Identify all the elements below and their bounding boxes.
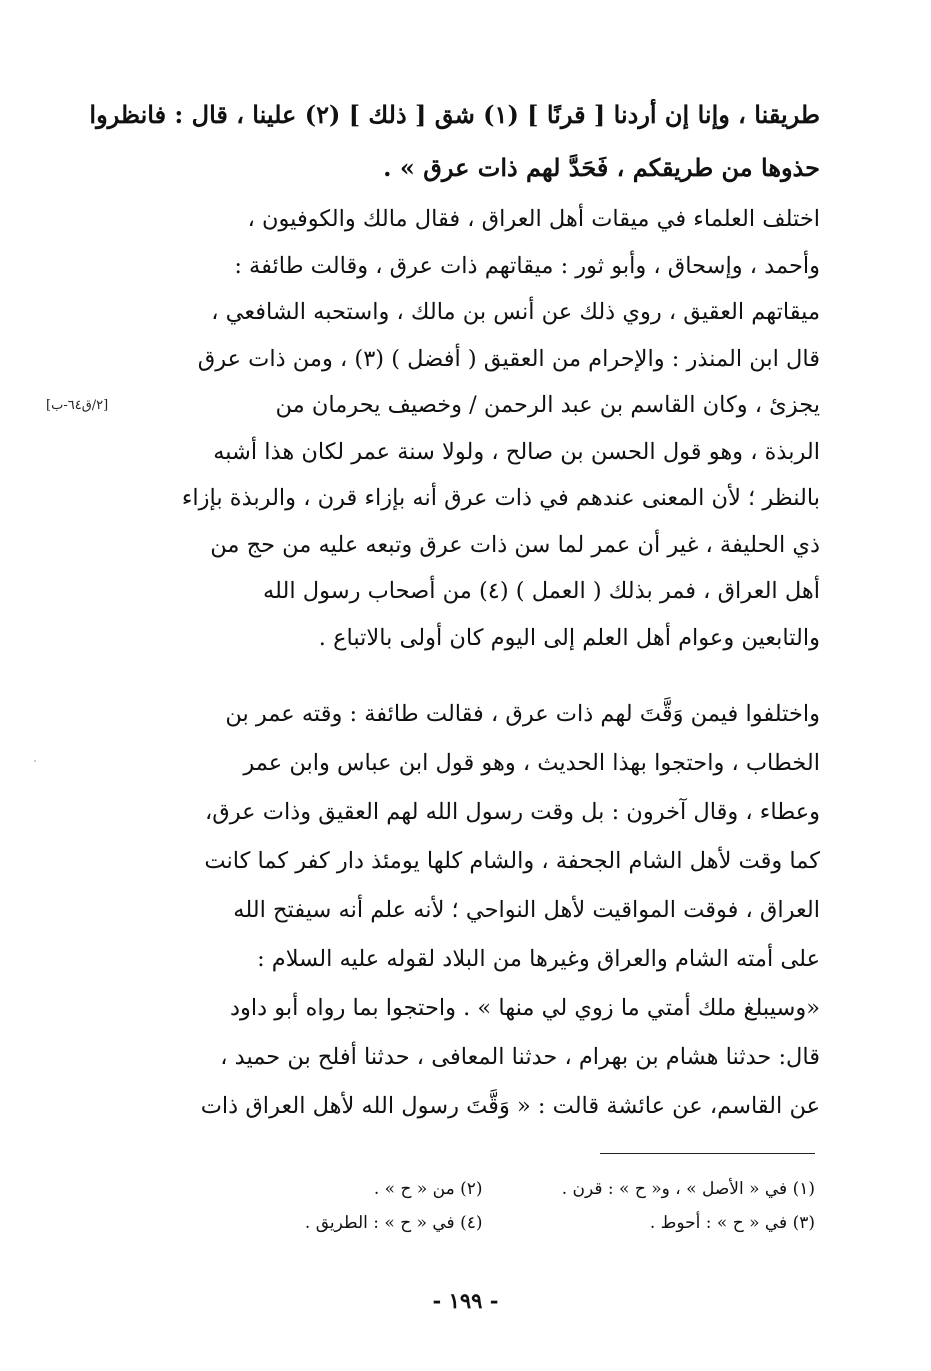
page-number: - ١٩٩ - xyxy=(432,1288,499,1313)
text-line: على أمته الشام والعراق وغيرها من البلاد لقوله عليه السلام : xyxy=(257,946,820,972)
footnote-row xyxy=(150,1206,815,1240)
footnote-separator xyxy=(600,1153,815,1154)
footnote-3: (٣) في « ح » : أحوط . xyxy=(649,1213,815,1233)
paragraph-who-appointed xyxy=(130,690,820,1131)
text-line: ميقاتهم العقيق ، روي ذلك عن أنس بن مالك ، واستحبه الشافعي ، xyxy=(211,299,820,325)
text-line: الخطاب ، واحتجوا بهذا الحديث ، وهو قول ابن عباس وابن عمر xyxy=(243,750,820,776)
text-line: يجزئ ، وكان القاسم بن عبد الرحمن / وخصيف يحرمان من xyxy=(275,392,820,418)
text-line: واختلفوا فيمن وَقَّتَ لهم ذات عرق ، فقالت طائفة : وقته عمر بن xyxy=(225,701,820,727)
footnote-2: (٢) من « ح » . xyxy=(373,1179,483,1199)
text-line: اختلف العلماء في ميقات أهل العراق ، فقال مالك والكوفيون ، xyxy=(247,206,820,232)
text-line: عن القاسم، عن عائشة قالت : « وَقَّتَ رسول الله لأهل العراق ذات xyxy=(200,1093,820,1119)
text-line: والتابعين وعوام أهل العلم إلى اليوم كان أولى بالاتباع . xyxy=(318,624,820,651)
text-line: ذي الحليفة ، غير أن عمر لما سن ذات عرق وتبعه عليه من حج من xyxy=(210,531,820,558)
footnotes xyxy=(150,1172,815,1240)
text-line: أهل العراق ، فمر بذلك ( العمل ) (٤) من أصحاب رسول الله xyxy=(262,578,820,604)
hadith-line: طريقنا ، وإنا إن أردنا [ قرنًا ] (١) شق [ ذلك ] (٢) علينا ، قال : فانظروا xyxy=(89,100,820,129)
text-line: وأحمد ، وإسحاق ، وأبو ثور : ميقاتهم ذات عرق ، وقالت طائفة : xyxy=(234,252,820,279)
scan-speck xyxy=(34,760,36,762)
text-line: كما وقت لأهل الشام الجحفة ، والشام كلها يومئذ دار كفر كما كانت xyxy=(204,848,820,874)
text-line: الربذة ، وهو قول الحسن بن صالح ، ولولا سنة عمر لكان هذا أشبه xyxy=(213,438,820,465)
text-line: قال: حدثنا هشام بن بهرام ، حدثنا المعافى ، حدثنا أفلح بن حميد ، xyxy=(220,1044,820,1070)
hadith-text xyxy=(89,88,820,194)
footnote-4: (٤) في « ح » : الطريق . xyxy=(304,1213,483,1233)
footnote-1: (١) في « الأصل » ، و« ح » : قرن . xyxy=(561,1179,815,1199)
text-line: وعطاء ، وقال آخرون : بل وقت رسول الله لهم العقيق وذات عرق، xyxy=(205,799,820,825)
text-line: بالنظر ؛ لأن المعنى عندهم في ذات عرق أنه بإزاء قرن ، والربذة بإزاء xyxy=(181,485,820,511)
paragraph-miqat-iraq xyxy=(130,196,820,661)
text-line: قال ابن المنذر : والإحرام من العقيق ( أفضل ) (٣) ، ومن ذات عرق xyxy=(197,345,820,372)
text-line: العراق ، فوقت المواقيت لأهل النواحي ؛ لأنه علم أنه سيفتح الله xyxy=(233,897,820,923)
footnote-row xyxy=(150,1172,815,1206)
text-line: «وسيبلغ ملك أمتي ما زوي لي منها » . واحتجوا بما رواه أبو داود xyxy=(229,995,820,1021)
hadith-line: حذوها من طريقكم ، فَحَدَّ لهم ذات عرق » . xyxy=(383,153,820,182)
manuscript-folio-note: [٢/ق٦٤-ب] xyxy=(46,398,109,413)
